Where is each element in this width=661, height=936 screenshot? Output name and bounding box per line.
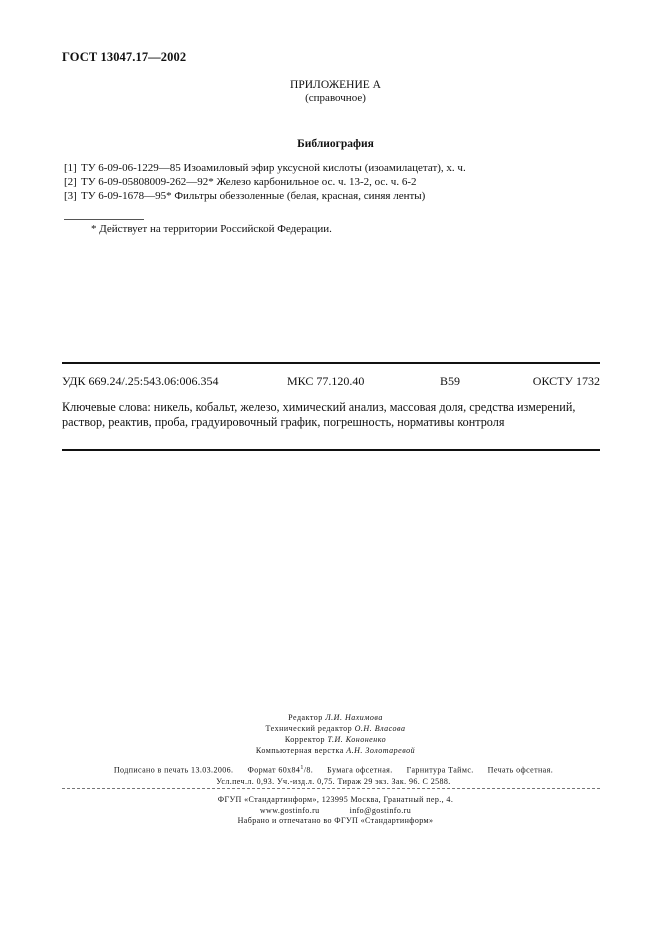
bibliography-item-number: [2] — [64, 176, 77, 188]
footnote: * Действует на территории Российской Федерации. — [91, 223, 332, 235]
publisher-website[interactable]: www.gostinfo.ru — [259, 805, 320, 815]
print-info-line1: Подписано в печать 13.03.2006. Формат $60х84^1/8$. Бумага офсетная. Гарнитура Таймс. Печать офсетная. — [113, 765, 554, 775]
mks-code: МКС 77.120.40 — [287, 374, 365, 388]
dashed-divider — [62, 788, 600, 789]
bibliography-list — [64, 161, 466, 203]
credit-proofreader: Корректор Т.И. Кононенко — [284, 735, 387, 744]
publisher-block — [0, 795, 661, 827]
bibliography-item — [64, 189, 466, 203]
bibliography-item-number: [1] — [64, 162, 77, 174]
bottom-rule — [62, 449, 600, 451]
publisher-address: ФГУП «Стандартинформ», 123995 Москва, Гранатный пер., 4. — [217, 795, 454, 804]
okstu-code: ОКСТУ 1732 — [532, 374, 600, 388]
document-code: ГОСТ 13047.17—2002 — [62, 50, 187, 64]
print-info — [0, 763, 661, 787]
publisher-printed-by: Набрано и отпечатано во ФГУП «Стандартинформ» — [237, 816, 434, 825]
top-rule — [62, 362, 600, 364]
print-info-line2: Усл.печ.л. 0,93. Уч.-изд.л. 0,75. Тираж 29 экз. Зак. 96. С 2588. — [216, 776, 451, 786]
bibliography-item — [64, 175, 466, 189]
appendix-title: ПРИЛОЖЕНИЕ А — [290, 79, 381, 91]
bibliography-item-text: ТУ 6-09-05808009-262—92* Железо карбонильное ос. ч. 13-2, ос. ч. 6-2 — [81, 176, 417, 188]
appendix-subtitle: (справочное) — [305, 92, 366, 104]
keywords: Ключевые слова: никель, кобальт, железо, химический анализ, массовая доля, средства измерений, раствор, реактив, проба, градуировочный график, погрешность, нормативы контроля — [62, 400, 576, 429]
publisher-contacts — [10, 806, 661, 817]
bibliography-heading: Библиография — [297, 138, 374, 150]
udk-code: УДК 669.24/.25:543.06:006.354 — [62, 374, 219, 388]
bibliography-item-number: [3] — [64, 190, 77, 202]
bibliography-item-text: ТУ 6-09-1678—95* Фильтры обеззоленные (белая, красная, синяя ленты) — [81, 190, 426, 202]
bibliography-item-text: ТУ 6-09-06-1229—85 Изоамиловый эфир уксусной кислоты (изоамилацетат), х. ч. — [81, 162, 466, 174]
bibliography-item — [64, 161, 466, 175]
credit-tech-editor: Технический редактор О.Н. Власова — [265, 724, 406, 733]
credit-layout: Компьютерная верстка А.Н. Золотаревой — [255, 746, 416, 755]
classification-row — [62, 374, 600, 388]
group-code: B59 — [440, 374, 461, 388]
publisher-email[interactable]: info@gostinfo.ru — [349, 805, 412, 815]
credits-block — [0, 712, 661, 756]
credit-editor: Редактор Л.И. Нахимова — [288, 713, 383, 722]
footnote-divider — [64, 219, 144, 220]
